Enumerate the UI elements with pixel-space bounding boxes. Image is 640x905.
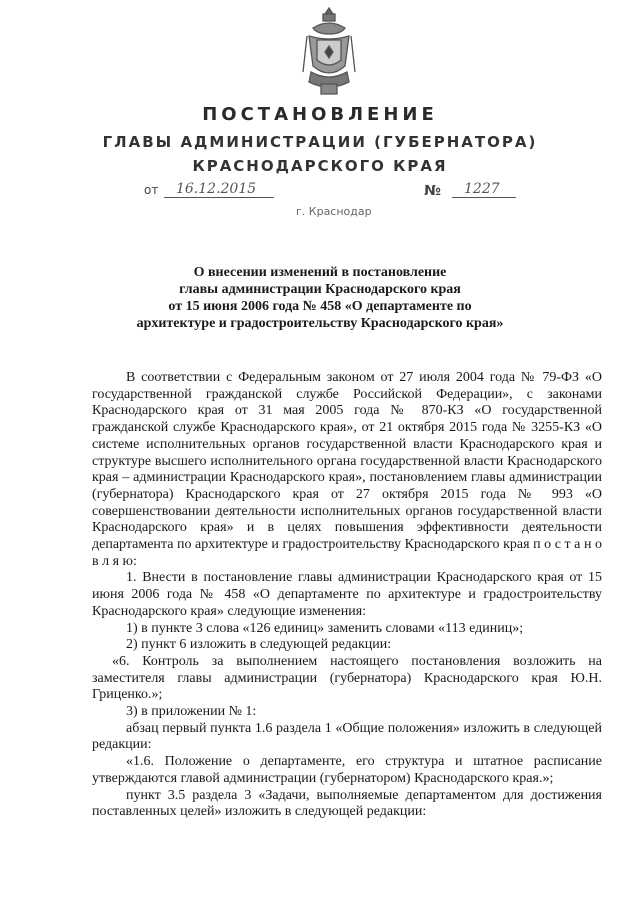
title-line-1: О внесении изменений в постановление — [193, 265, 447, 280]
number-value: 1227 — [464, 181, 500, 197]
number-underline — [452, 197, 516, 198]
clause-1-item-3: 3) в приложении № 1: — [126, 704, 257, 720]
issuer-heading: ГЛАВЫ АДМИНИСТРАЦИИ (ГУБЕРНАТОРА) — [102, 133, 538, 151]
document-title — [0, 264, 640, 332]
item-2-new-text: «6. Контроль за выполнением настоящего постановления возложить на заместителя главы администрации (губернатора) Краснодарского края Ю.Н. Гриценко.»; — [92, 653, 602, 703]
clause-1-item-2: 2) пункт 6 изложить в следующей редакции: — [126, 637, 392, 653]
item-3-new-text-1-6: «1.6. Положение о департаменте, его структура и штатное расписание утверждаются главой администрации (губернатором) Краснодарского края.»; — [92, 754, 602, 786]
date-value: 16.12.2015 — [176, 181, 257, 197]
item-3-paragraph-2: пункт 3.5 раздела 3 «Задачи, выполняемые департаментом для достижения поставленных целей» изложить в следующей редакции: — [92, 787, 602, 820]
document-body — [92, 370, 602, 821]
document-type-heading: ПОСТАНОВЛЕНИЕ — [202, 104, 438, 125]
preamble-paragraph: В соответствии с Федеральным законом от 27 июля 2004 года № 79-ФЗ «О государственной гражданской службе Российской Федерации», с законами Краснодарского края от 31 мая 2005 года № 870-КЗ «О государственной гражданской службе Краснодарского края», от 21 октября 2015 года № 3255-КЗ «О системе исполнительных органов государственной власти Краснодарского края и структуре высшего исполнительного органа государственной власти Краснодарского края – администрации Краснодарского края», постановлением главы администрации (губернатора) Краснодарского края от 27 октября 2015 года № 993 «О совершенствовании деятельности исполнительных органов государственной власти Краснодарского края» и в целях повышения эффективности деятельности департамента по архитектуре и градостроительству Краснодарского края п о с т а н о в л я ю: — [92, 370, 602, 569]
item-3-paragraph-1: абзац первый пункта 1.6 раздела 1 «Общие положения» изложить в следующей редакции: — [92, 720, 602, 753]
title-line-4: архитектуре и градостроительству Краснодарского края» — [136, 316, 504, 331]
region-heading: КРАСНОДАРСКОГО КРАЯ — [192, 157, 448, 175]
title-line-2: главы администрации Краснодарского края — [179, 282, 461, 297]
clause-1-item-1: 1) в пункте 3 слова «126 единиц» заменить словами «113 единиц»; — [126, 620, 524, 636]
coat-of-arms-emblem — [299, 6, 359, 98]
title-line-3: от 15 июня 2006 года № 458 «О департаменте по — [168, 299, 472, 314]
number-prefix: № — [424, 183, 441, 199]
date-prefix: от — [144, 183, 159, 197]
clause-1: 1. Внести в постановление главы администрации Краснодарского края от 15 июня 2006 года № 458 «О департаменте по архитектуре и градостроительству Краснодарского края» следующие изменения: — [92, 570, 602, 619]
city-label: г. Краснодар — [296, 205, 372, 218]
date-underline — [164, 197, 274, 198]
